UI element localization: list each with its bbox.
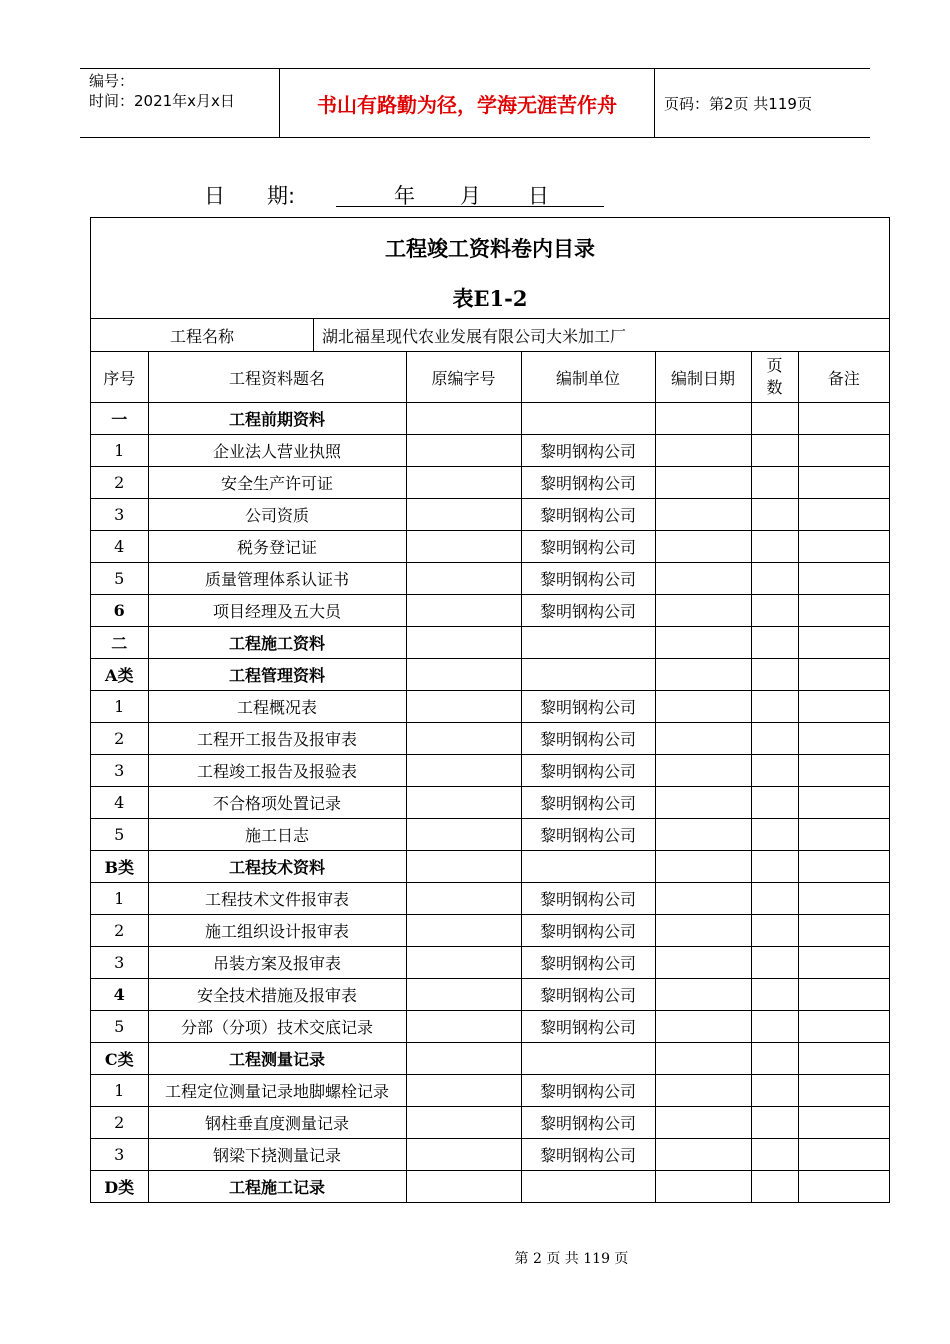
cell-date (655, 755, 751, 787)
table-row (91, 563, 889, 595)
form-title: 工程竣工资料卷内目录 (385, 237, 595, 261)
cell-pages (751, 915, 798, 947)
table-row (91, 883, 889, 915)
cell-date (655, 851, 751, 883)
cell-remarks (798, 1043, 889, 1075)
cell-pages (751, 691, 798, 723)
cell-remarks (798, 1107, 889, 1139)
header-motto: 书山有路勤为径，学海无涯苦作舟 (280, 69, 655, 137)
cell-title: 施工日志 (148, 819, 406, 851)
cell-orig-no (406, 723, 521, 755)
cell-pages (751, 627, 798, 659)
cell-title: 钢梁下挠测量记录 (148, 1139, 406, 1171)
cell-no: 1 (91, 691, 148, 723)
cell-orig-no (406, 467, 521, 499)
col-header-title: 工程资料题名 (148, 352, 406, 403)
cell-date (655, 627, 751, 659)
date-year: 年 (394, 184, 415, 208)
cell-no: 一 (91, 403, 148, 435)
cell-date (655, 1139, 751, 1171)
cell-orig-no (406, 1139, 521, 1171)
cell-unit: 黎明钢构公司 (521, 947, 655, 979)
table-row (91, 627, 889, 659)
cell-date (655, 1011, 751, 1043)
table-row (91, 851, 889, 883)
cell-title: 工程施工资料 (148, 627, 406, 659)
cell-no: D类 (91, 1171, 148, 1203)
table-row (91, 691, 889, 723)
cell-pages (751, 947, 798, 979)
cell-remarks (798, 595, 889, 627)
cell-no: 二 (91, 627, 148, 659)
cell-orig-no (406, 1107, 521, 1139)
cell-unit: 黎明钢构公司 (521, 595, 655, 627)
date-month: 月 (460, 184, 481, 208)
cell-no: 3 (91, 1139, 148, 1171)
cell-title: 工程定位测量记录地脚螺栓记录 (148, 1075, 406, 1107)
table-row (91, 979, 889, 1011)
cell-unit: 黎明钢构公司 (521, 755, 655, 787)
cell-unit: 黎明钢构公司 (521, 499, 655, 531)
cell-unit: 黎明钢构公司 (521, 979, 655, 1011)
cell-orig-no (406, 531, 521, 563)
cell-date (655, 467, 751, 499)
project-label: 工程名称 (91, 319, 314, 351)
cell-title: 公司资质 (148, 499, 406, 531)
cell-remarks (798, 851, 889, 883)
cell-no: 5 (91, 1011, 148, 1043)
cell-no: C类 (91, 1043, 148, 1075)
cell-remarks (798, 915, 889, 947)
cell-pages (751, 595, 798, 627)
cell-orig-no (406, 851, 521, 883)
cell-title: 安全生产许可证 (148, 467, 406, 499)
cell-pages (751, 883, 798, 915)
cell-pages (751, 1107, 798, 1139)
cell-no: B类 (91, 851, 148, 883)
cell-no: 4 (91, 787, 148, 819)
table-row (91, 1107, 889, 1139)
cell-no: 2 (91, 467, 148, 499)
table-row (91, 1139, 889, 1171)
cell-remarks (798, 755, 889, 787)
cell-title: 工程概况表 (148, 691, 406, 723)
table-row (91, 819, 889, 851)
cell-remarks (798, 403, 889, 435)
cell-no: 4 (91, 531, 148, 563)
cell-no: 5 (91, 819, 148, 851)
cell-pages (751, 1171, 798, 1203)
cell-orig-no (406, 627, 521, 659)
cell-date (655, 691, 751, 723)
cell-orig-no (406, 563, 521, 595)
cell-title: 工程测量记录 (148, 1043, 406, 1075)
cell-title: 工程前期资料 (148, 403, 406, 435)
cell-date (655, 403, 751, 435)
cell-unit: 黎明钢构公司 (521, 1075, 655, 1107)
cell-pages (751, 755, 798, 787)
cell-pages (751, 499, 798, 531)
cell-remarks (798, 531, 889, 563)
cell-date (655, 563, 751, 595)
cell-unit: 黎明钢构公司 (521, 435, 655, 467)
cell-no: 3 (91, 755, 148, 787)
cell-orig-no (406, 787, 521, 819)
cell-orig-no (406, 1043, 521, 1075)
cell-orig-no (406, 883, 521, 915)
col-header-orig-no: 原编字号 (406, 352, 521, 403)
cell-no: 6 (91, 595, 148, 627)
project-name: 湖北福星现代农业发展有限公司大米加工厂 (322, 326, 627, 346)
cell-orig-no (406, 979, 521, 1011)
cell-title: 工程技术资料 (148, 851, 406, 883)
cell-unit: 黎明钢构公司 (521, 883, 655, 915)
catalog-table (91, 352, 889, 1202)
cell-date (655, 1075, 751, 1107)
cell-title: 不合格项处置记录 (148, 787, 406, 819)
cell-remarks (798, 883, 889, 915)
cell-date (655, 915, 751, 947)
cell-pages (751, 467, 798, 499)
cell-date (655, 531, 751, 563)
header-page-info: 页码：第2页 共119页 (664, 94, 812, 113)
date-fill-line (336, 180, 604, 207)
cell-pages (751, 403, 798, 435)
cell-title: 吊装方案及报审表 (148, 947, 406, 979)
table-row (91, 435, 889, 467)
cell-date (655, 819, 751, 851)
cell-unit: 黎明钢构公司 (521, 563, 655, 595)
cell-date (655, 979, 751, 1011)
cell-pages (751, 979, 798, 1011)
table-row (91, 723, 889, 755)
cell-remarks (798, 691, 889, 723)
cell-remarks (798, 819, 889, 851)
cell-pages (751, 1139, 798, 1171)
cell-orig-no (406, 915, 521, 947)
header-meta (80, 69, 280, 137)
cell-pages (751, 723, 798, 755)
cell-remarks (798, 499, 889, 531)
cell-remarks (798, 563, 889, 595)
cell-no: 4 (91, 979, 148, 1011)
cell-no: A类 (91, 659, 148, 691)
table-row (91, 1075, 889, 1107)
table-row (91, 659, 889, 691)
cell-title: 工程施工记录 (148, 1171, 406, 1203)
cell-title: 钢柱垂直度测量记录 (148, 1107, 406, 1139)
cell-unit (521, 627, 655, 659)
cell-title: 施工组织设计报审表 (148, 915, 406, 947)
cell-remarks (798, 435, 889, 467)
cell-pages (751, 659, 798, 691)
cell-title: 工程开工报告及报审表 (148, 723, 406, 755)
cell-title: 分部（分项）技术交底记录 (148, 1011, 406, 1043)
date-day: 日 (528, 184, 549, 208)
cell-remarks (798, 467, 889, 499)
table-row (91, 531, 889, 563)
cell-unit: 黎明钢构公司 (521, 1011, 655, 1043)
cell-unit: 黎明钢构公司 (521, 723, 655, 755)
cell-unit (521, 851, 655, 883)
date-label: 日 期: (204, 184, 296, 208)
cell-date (655, 435, 751, 467)
cell-pages (751, 1075, 798, 1107)
cell-date (655, 723, 751, 755)
cell-orig-no (406, 691, 521, 723)
cell-unit: 黎明钢构公司 (521, 819, 655, 851)
cell-title: 工程管理资料 (148, 659, 406, 691)
cell-remarks (798, 979, 889, 1011)
table-row (91, 403, 889, 435)
cell-no: 3 (91, 947, 148, 979)
cell-date (655, 1107, 751, 1139)
cell-title: 质量管理体系认证书 (148, 563, 406, 595)
col-header-unit: 编制单位 (521, 352, 655, 403)
cell-unit (521, 1043, 655, 1075)
cell-orig-no (406, 1075, 521, 1107)
cell-title: 企业法人营业执照 (148, 435, 406, 467)
cell-remarks (798, 947, 889, 979)
table-row (91, 787, 889, 819)
cell-orig-no (406, 1171, 521, 1203)
col-header-remarks: 备注 (798, 352, 889, 403)
cell-date (655, 1171, 751, 1203)
cell-title: 税务登记证 (148, 531, 406, 563)
cell-pages (751, 435, 798, 467)
table-row (91, 947, 889, 979)
cell-remarks (798, 723, 889, 755)
cell-unit: 黎明钢构公司 (521, 531, 655, 563)
cell-title: 项目经理及五大员 (148, 595, 406, 627)
time-label: 时间：2021年x月x日 (89, 92, 235, 110)
form-number: 表E1-2 (452, 286, 528, 311)
cell-pages (751, 1043, 798, 1075)
cell-remarks (798, 1139, 889, 1171)
cell-title: 工程竣工报告及报验表 (148, 755, 406, 787)
table-row (91, 467, 889, 499)
col-header-no: 序号 (91, 352, 148, 403)
cell-remarks (798, 1011, 889, 1043)
cell-remarks (798, 787, 889, 819)
cell-orig-no (406, 403, 521, 435)
table-row (91, 915, 889, 947)
cell-orig-no (406, 1011, 521, 1043)
cell-pages (751, 1011, 798, 1043)
cell-orig-no (406, 819, 521, 851)
cell-unit: 黎明钢构公司 (521, 467, 655, 499)
cell-orig-no (406, 659, 521, 691)
cell-no: 2 (91, 1107, 148, 1139)
page-footer: 第 2 页 共 119 页 (514, 1251, 629, 1267)
catalog-form (90, 217, 890, 1203)
cell-pages (751, 851, 798, 883)
cell-remarks (798, 627, 889, 659)
cell-unit (521, 1171, 655, 1203)
cell-orig-no (406, 947, 521, 979)
cell-orig-no (406, 595, 521, 627)
cell-unit: 黎明钢构公司 (521, 691, 655, 723)
table-row (91, 499, 889, 531)
table-header-row (91, 352, 889, 403)
cell-unit: 黎明钢构公司 (521, 787, 655, 819)
cell-no: 1 (91, 1075, 148, 1107)
cell-pages (751, 787, 798, 819)
cell-remarks (798, 1171, 889, 1203)
cell-remarks (798, 1075, 889, 1107)
cell-title: 工程技术文件报审表 (148, 883, 406, 915)
cell-no: 2 (91, 915, 148, 947)
cell-no: 2 (91, 723, 148, 755)
cell-unit: 黎明钢构公司 (521, 1107, 655, 1139)
cell-date (655, 787, 751, 819)
form-title-area (91, 218, 889, 319)
cell-no: 1 (91, 883, 148, 915)
cell-pages (751, 819, 798, 851)
cell-title: 安全技术措施及报审表 (148, 979, 406, 1011)
page-header (80, 68, 870, 138)
cell-orig-no (406, 499, 521, 531)
cell-no: 1 (91, 435, 148, 467)
cell-orig-no (406, 435, 521, 467)
cell-orig-no (406, 755, 521, 787)
table-row (91, 1043, 889, 1075)
cell-pages (751, 531, 798, 563)
cell-no: 3 (91, 499, 148, 531)
col-header-date: 编制日期 (655, 352, 751, 403)
cell-date (655, 499, 751, 531)
table-row (91, 755, 889, 787)
cell-remarks (798, 659, 889, 691)
cell-date (655, 659, 751, 691)
table-row (91, 595, 889, 627)
number-label: 编号： (89, 72, 135, 90)
cell-date (655, 947, 751, 979)
cell-date (655, 1043, 751, 1075)
col-header-pages: 页数 (751, 352, 798, 403)
cell-pages (751, 563, 798, 595)
cell-no: 5 (91, 563, 148, 595)
project-row (91, 319, 889, 352)
cell-unit: 黎明钢构公司 (521, 915, 655, 947)
cell-unit: 黎明钢构公司 (521, 1139, 655, 1171)
cell-date (655, 595, 751, 627)
table-row (91, 1171, 889, 1203)
cell-unit (521, 659, 655, 691)
table-row (91, 1011, 889, 1043)
cell-unit (521, 403, 655, 435)
cell-date (655, 883, 751, 915)
